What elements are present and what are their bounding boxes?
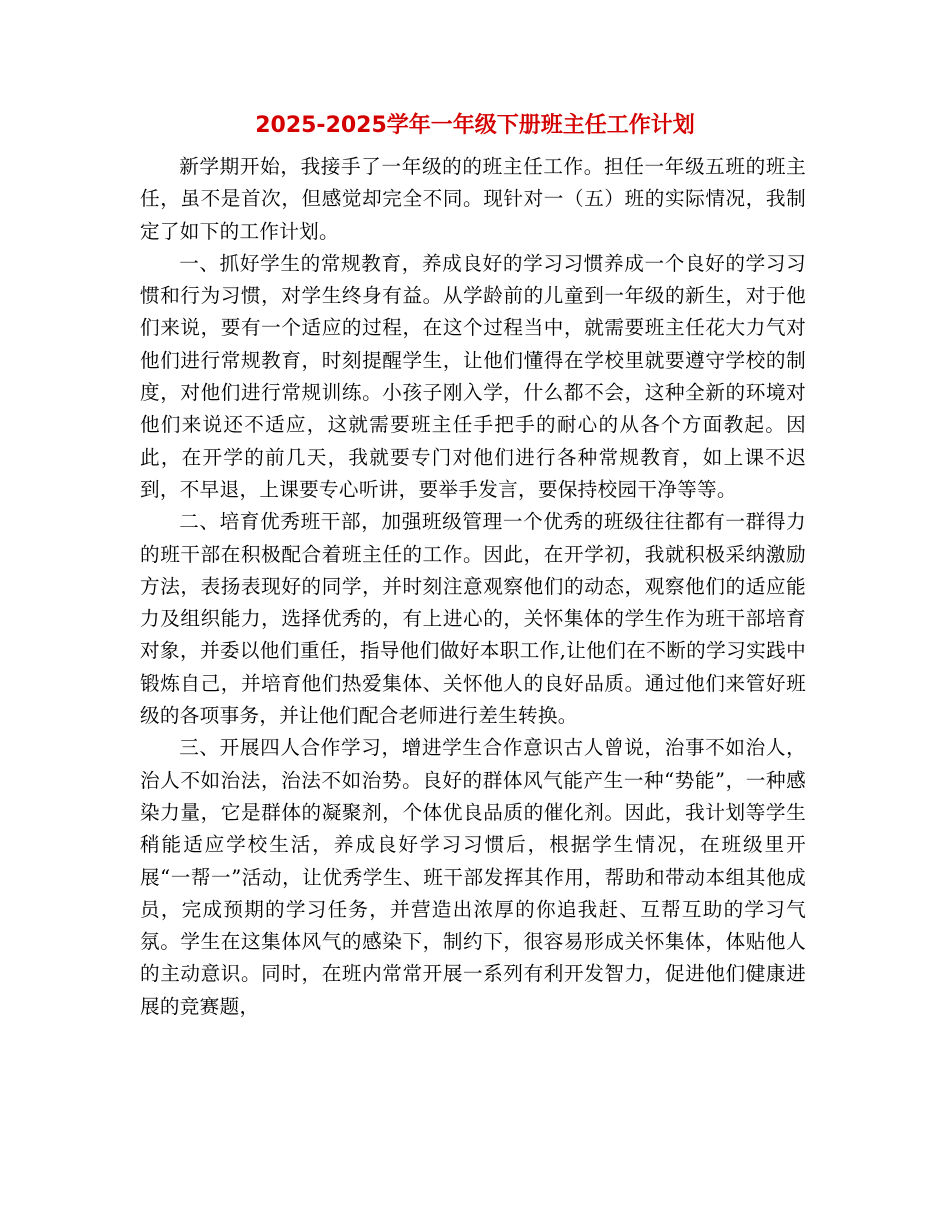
document-body [140,151,806,1023]
document-title: 2025-2025学年一年级下册班主任工作计划 [255,113,695,138]
section-1-paragraph: 一、抓好学生的常规教育，养成良好的学习习惯养成一个良好的学习习惯和行为习惯，对学生终身有益。从学龄前的儿童到一年级的新生，对于他们来说，要有一个适应的过程，在这个过程当中，就需要班主任花大力气对他们进行常规教育，时刻提醒学生，让他们懂得在学校里就要遵守学校的制度，对他们进行常规训练。小孩子刚入学，什么都不会，这种全新的环境对他们来说还不适应，这就需要班主任手把手的耐心的从各个方面教起。因此，在开学的前几天，我就要专门对他们进行各种常规教育，如上课不迟到，不早退，上课要专心听讲，要举手发言，要保持校园干净等等。 [140,251,806,501]
intro-paragraph: 新学期开始，我接手了一年级的的班主任工作。担任一年级五班的班主任，虽不是首次，但感觉却完全不同。现针对一（五）班的实际情况，我制定了如下的工作计划。 [140,155,806,243]
section-3-paragraph: 三、开展四人合作学习，增进学生合作意识古人曾说，治事不如治人，治人不如治法，治法不如治势。良好的群体风气能产生一种“势能”，一种感染力量，它是群体的凝聚剂，个体优良品质的催化剂。因此，我计划等学生稍能适应学校生活，养成良好学习习惯后，根据学生情况，在班级里开展“一帮一”活动，让优秀学生、班干部发挥其作用，帮助和带动本组其他成员，完成预期的学习任务，并营造出浓厚的你追我赶、互帮互助的学习气氛。学生在这集体风气的感染下，制约下，很容易形成关怀集体，体贴他人的主动意识。同时，在班内常常开展一系列有利开发智力，促进他们健康进展的竞赛题， [140,736,806,1018]
section-2-paragraph: 二、培育优秀班干部，加强班级管理一个优秀的班级往往都有一群得力的班干部在积极配合着班主任的工作。因此，在开学初，我就积极采纳激励方法，表扬表现好的同学，并时刻注意观察他们的动态，观察他们的适应能力及组织能力，选择优秀的，有上进心的，关怀集体的学生作为班干部培育对象，并委以他们重任，指导他们做好本职工作,让他们在不断的学习实践中锻炼自己，并培育他们热爱集体、关怀他人的良好品质。通过他们来管好班级的各项事务，并让他们配合老师进行差生转换。 [140,510,806,728]
